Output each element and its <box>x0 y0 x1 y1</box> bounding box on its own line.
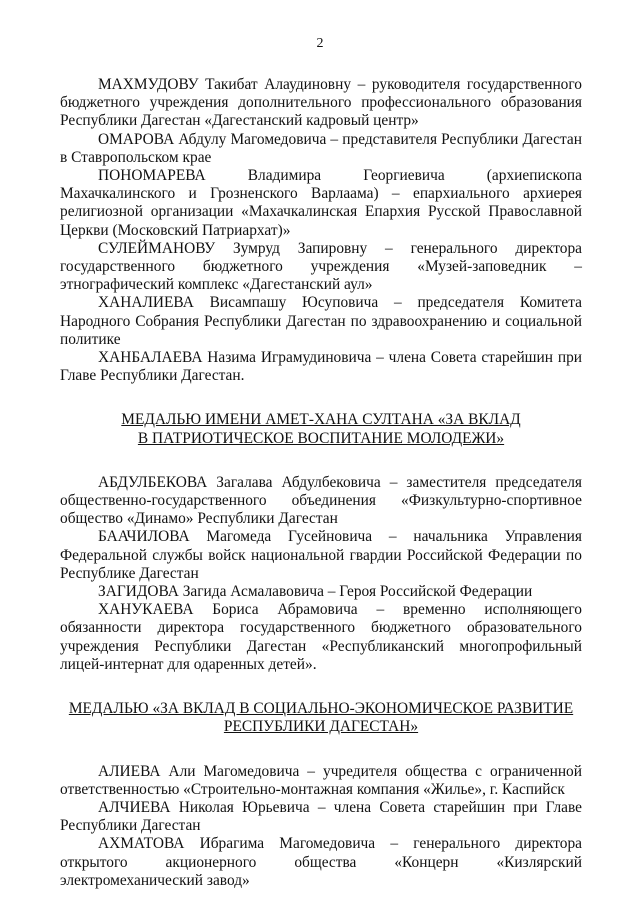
award-entry: ХАНАЛИЕВА Висампашу Юсуповича – председателя Комитета Народного Собрания Республики Дагестан по здравоохранению и социальной политике <box>60 294 582 348</box>
award-entry: ЗАГИДОВА Загида Асмалавовича – Героя Российской Федерации <box>98 583 533 601</box>
award-entry: ОМАРОВА Абдулу Магомедовича – представителя Республики Дагестан в Ставропольском крае <box>60 130 582 166</box>
section-2-heading <box>60 411 582 447</box>
section-2-entries <box>60 474 582 674</box>
heading-line: МЕДАЛЬЮ ИМЕНИ АМЕТ-ХАНА СУЛТАНА «ЗА ВКЛАД <box>121 411 521 429</box>
award-entry: ХАНБАЛАЕВА Назима Играмудиновича – члена Совета старейшин при Главе Республики Дагестан. <box>60 349 582 385</box>
award-entry: АЛИЕВА Али Магомедовича – учредителя общества с ограниченной ответственностью «Строительно-монтажная компания «Жилье», г. Каспийск <box>60 762 582 798</box>
document-body <box>60 76 582 890</box>
award-entry: ПОНОМАРЕВА Владимира Георгиевича (архиепископа Махачкалинского и Грозненского Варлаама) – епархиального архиерея религиозной организации «Махачкалинская Епархия Русской Православной Церкви (Московский Патриархат)» <box>60 167 582 239</box>
award-entry: АХМАТОВА Ибрагима Магомедовича – генерального директора открытого акционерного общества «Концерн «Кизлярский электромеханический завод» <box>60 835 582 889</box>
heading-line: РЕСПУБЛИКИ ДАГЕСТАН» <box>223 718 419 736</box>
section-3-entries <box>60 763 582 890</box>
award-entry: СУЛЕЙМАНОВУ Зумруд Запировну – генерального директора государственного бюджетного учреждения «Музей-заповедник – этнографический комплекс «Дагестанский аул» <box>60 239 582 294</box>
award-entry: ХАНУКАЕВА Бориса Абрамовича – временно исполняющего обязанности директора государственного бюджетного образовательного учреждения Республики Дагестан «Республиканский многопрофильный лицей-интернат для одаренных детей». <box>60 601 582 673</box>
page-number: 2 <box>316 36 324 51</box>
section-3-heading <box>60 700 582 736</box>
heading-line: МЕДАЛЬЮ «ЗА ВКЛАД В СОЦИАЛЬНО-ЭКОНОМИЧЕСКОЕ РАЗВИТИЕ <box>68 700 574 718</box>
award-entry: АЛЧИЕВА Николая Юрьевича – члена Совета старейшин при Главе Республики Дагестан <box>60 798 582 835</box>
award-entry: АБДУЛБЕКОВА Загалава Абдулбековича – заместителя председателя общественно-государственного объединения «Физкультурно-спортивное общество «Динамо» Республики Дагестан <box>60 473 582 528</box>
award-entry: БААЧИЛОВА Магомеда Гусейновича – начальника Управления Федеральной службы войск национальной гвардии Российской Федерации по Республике Дагестан <box>60 528 582 582</box>
heading-line: В ПАТРИОТИЧЕСКОЕ ВОСПИТАНИЕ МОЛОДЕЖИ» <box>137 429 505 447</box>
section-1-entries <box>60 76 582 385</box>
award-entry: МАХМУДОВУ Такибат Алаудиновну – руководителя государственного бюджетного учреждения дополнительного профессионального образования Республики Дагестан «Дагестанский кадровый центр» <box>60 76 582 130</box>
